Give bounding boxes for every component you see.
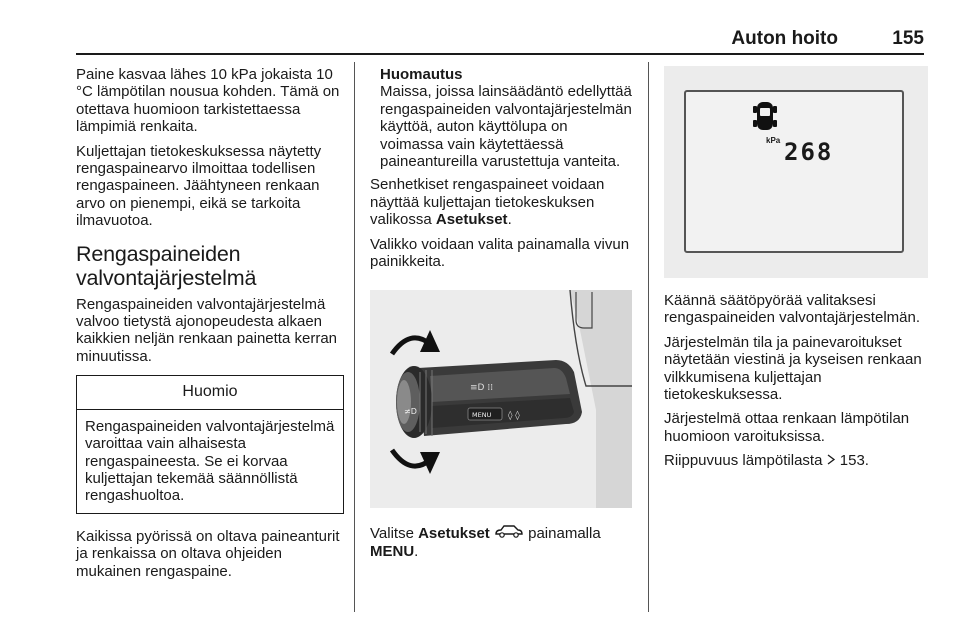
caution-text: Rengaspaineiden valvontajärjestelmä varoittaa vain alhaisesta rengaspaineesta. Se ei korvaa kuljettajan tekemää säännöllistä rengashuoltoa. xyxy=(85,417,335,505)
paragraph: Riippuvuus lämpötilasta 153. xyxy=(664,452,869,470)
paragraph: Valitse Asetukset painamalla MENU. xyxy=(370,525,601,560)
driver-info-display-illustration xyxy=(664,66,928,278)
column-divider-2 xyxy=(648,62,649,612)
paragraph: Järjestelmän tila ja painevaroitukset näytetään viestinä ja kyseisen renkaan vilkkumisena kuljettajan tietokeskuksessa. xyxy=(664,333,922,404)
section-heading: Rengaspaineiden valvontajärjestelmä xyxy=(76,241,257,290)
svg-text:≠D: ≠D xyxy=(404,407,417,417)
paragraph: Käännä säätöpyörää valitaksesi rengaspaineiden valvontajärjestelmän. xyxy=(664,292,920,327)
stalk-menu-label: MENU xyxy=(472,411,492,420)
section-title: Auton hoito xyxy=(731,28,838,49)
paragraph: Senhetkiset rengaspaineet voidaan näyttää kuljettajan tietokeskuksen valikossa Asetukset. xyxy=(370,176,605,229)
paragraph: Rengaspaineiden valvontajärjestelmä valvoo tietystä ajonopeudesta alkaen kaikkien neljän renkaan painetta kerran minuutissa. xyxy=(76,295,337,365)
paragraph: Järjestelmä ottaa renkaan lämpötilan huomioon varoituksissa. xyxy=(664,410,910,445)
menu-term: MENU xyxy=(370,542,415,560)
note-text: Maissa, joissa lainsäädäntö edellyttää rengaspaineiden valvontajärjestelmän käyttöä, auton käyttölupa on voimassa vain käytettäessä paineantureilla varustettuja vanteita. xyxy=(380,83,632,171)
column-right xyxy=(664,66,928,477)
paragraph: Kuljettajan tietokeskuksessa näytetty rengaspainearvo ilmoittaa todellisen rengaspaineen. Jäähtyneen renkaan arvo on pienempi, eikä se tarkoita ilmavuotoa. xyxy=(76,142,322,230)
page-reference-arrow-icon xyxy=(827,452,836,469)
tire-pressure-car-icon xyxy=(752,100,778,134)
turn-signal-stalk-illustration xyxy=(370,290,632,508)
caution-box xyxy=(76,375,344,513)
pressure-reading: 268 xyxy=(784,138,834,166)
car-settings-icon xyxy=(494,525,524,542)
paragraph: Paine kasvaa lähes 10 kPa jokaista 10 °C lämpötilan nousua kohden. Tämä on otettava huomioon tarkistettaessa lämpimiä renkaita. xyxy=(76,66,340,136)
display-screen xyxy=(684,90,904,253)
pressure-unit: kPa xyxy=(766,136,781,145)
svg-text:≡D ⁞⁞: ≡D ⁞⁞ xyxy=(470,383,494,394)
note-title: Huomautus xyxy=(380,66,463,83)
svg-text:◊ ◊: ◊ ◊ xyxy=(508,411,520,422)
page-header xyxy=(76,24,924,54)
column-divider-1 xyxy=(354,62,355,612)
stalk-drawing xyxy=(370,290,632,508)
column-middle xyxy=(370,66,632,567)
paragraph: Valikko voidaan valita painamalla vivun painikkeita. xyxy=(370,235,630,271)
note-block xyxy=(370,66,632,170)
header-rule xyxy=(76,53,924,55)
menu-term: Asetukset xyxy=(435,211,508,229)
page-number: 155 xyxy=(892,28,924,49)
column-left xyxy=(76,66,344,587)
menu-term: Asetukset xyxy=(418,525,490,543)
paragraph: Kaikissa pyörissä on oltava paineanturit ja renkaissa on oltava ohjeiden mukainen rengaspaine. xyxy=(76,527,340,580)
caution-title: Huomio xyxy=(77,376,343,409)
